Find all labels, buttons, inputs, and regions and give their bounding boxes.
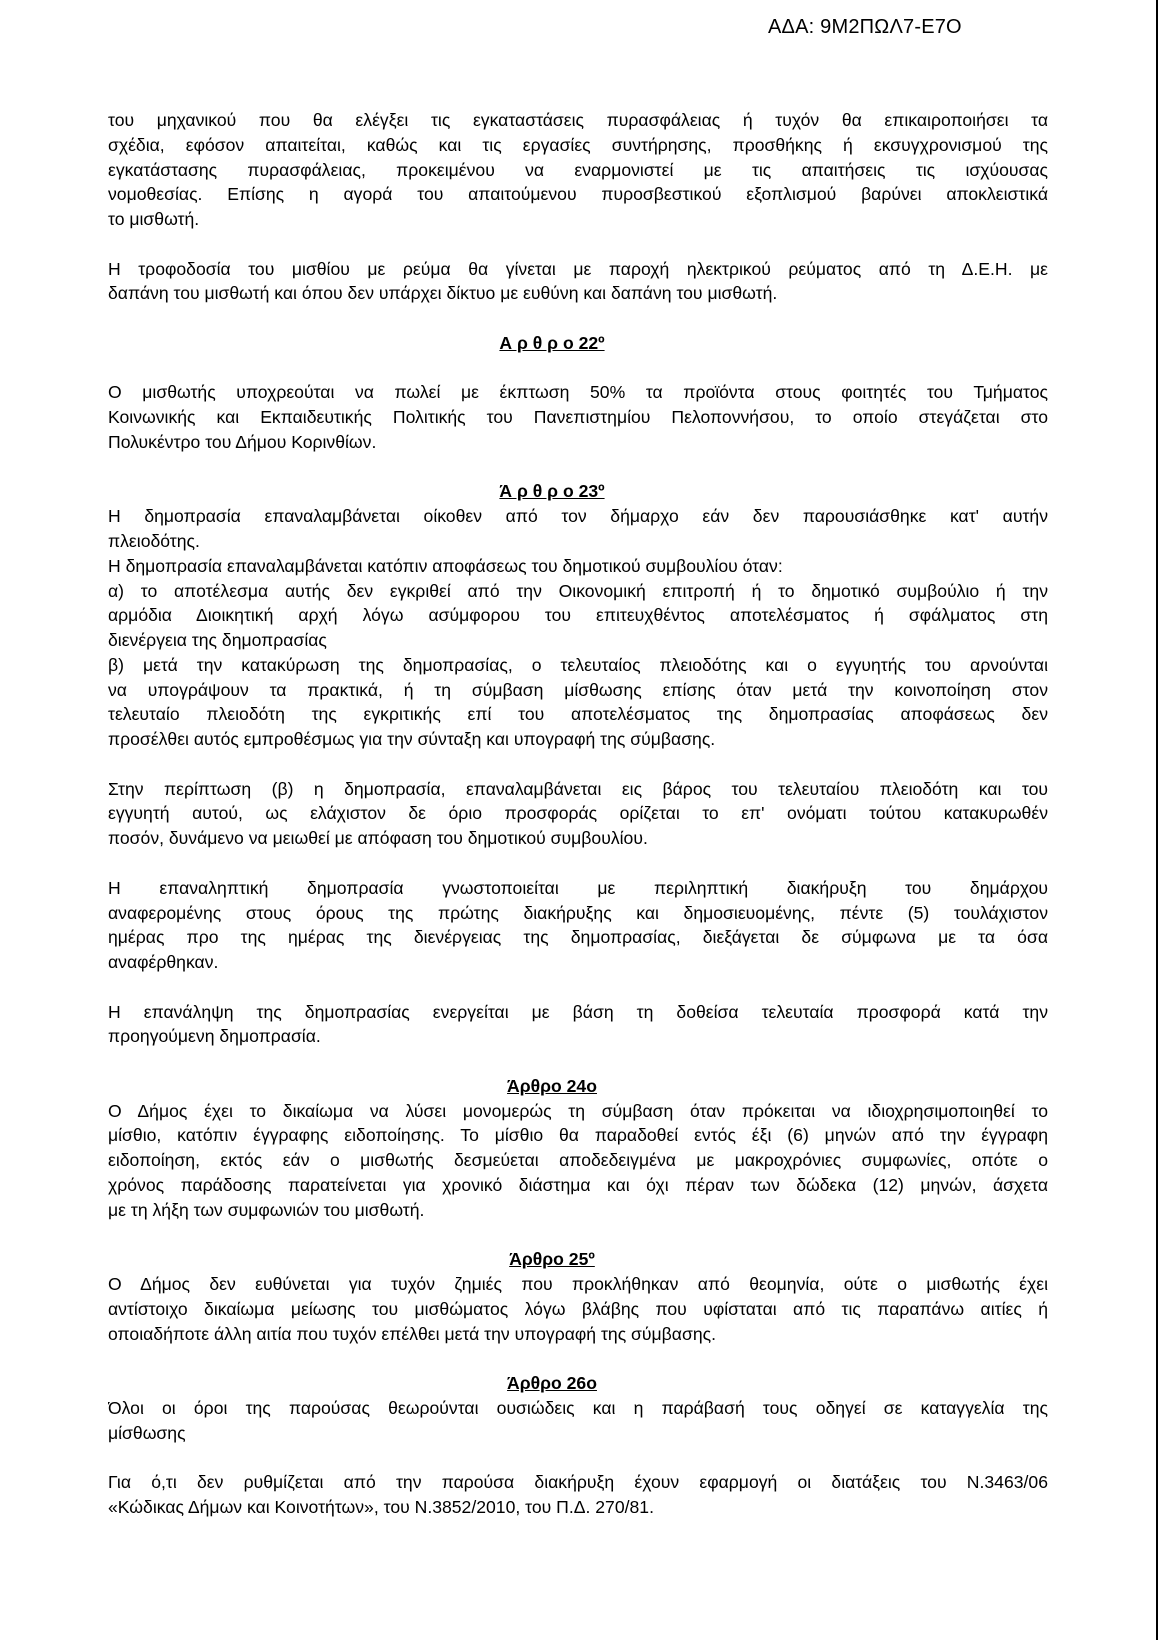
article-heading (108, 1247, 1048, 1272)
article-heading-text: Α ρ θ ρ ο 22º (499, 332, 605, 353)
paragraph (108, 653, 1048, 752)
page-right-border (1156, 0, 1158, 1640)
blank-line (108, 1346, 1048, 1371)
paragraph-line: το μισθωτή. (108, 209, 200, 230)
blank-line (108, 752, 1048, 777)
paragraph-line: μίσθωσης (108, 1422, 186, 1443)
article-heading-text: Άρθρο 25º (509, 1249, 595, 1270)
paragraph-line: χρόνος παράδοσης παρατείνεται για χρονικό διάστημα και όχι πέραν των δώδεκα (12) μηνών, άσχετα (108, 1174, 1048, 1195)
blank-line (108, 975, 1048, 1000)
paragraph-line: «Κώδικας Δήμων και Κοινοτήτων», του Ν.3852/2010, του Π.Δ. 270/81. (108, 1496, 654, 1517)
article-heading (108, 1074, 1048, 1099)
paragraph-line: αναφέρθηκαν. (108, 952, 219, 973)
paragraph-line: πλειοδότης. (108, 531, 200, 552)
paragraph-line: να υπογράψουν τα πρακτικά, ή τη σύμβαση μίσθωσης επίσης όταν μετά την κοινοποίηση στον (108, 679, 1048, 700)
paragraph-line: εγγυητή αυτού, ως ελάχιστον δε όριο προσφοράς ορίζεται το επ' ονόματι τούτου κατακυρωθέν (108, 803, 1048, 824)
paragraph-line: β) μετά την κατακύρωση της δημοπρασίας, ο τελευταίος πλειοδότης και ο εγγυητής του αρνούνται (108, 654, 1048, 675)
paragraph-line: Η δημοπρασία επαναλαμβάνεται οίκοθεν από τον δήμαρχο εάν δεν παρουσιάσθηκε κατ' αυτήν (108, 506, 1048, 527)
paragraph (108, 1396, 1048, 1446)
paragraph-line: αναφερομένης στους όρους της πρώτης διακήρυξης και δημοσιευομένης, πέντε (5) τουλάχιστον (108, 902, 1048, 923)
paragraph-line: τελευταίο πλειοδότη της εγκριτικής επί του αποτελέσματος της δημοπρασίας αποφάσεως δεν (108, 704, 1048, 725)
paragraph-line: Η επαναληπτική δημοπρασία γνωστοποιείται με περιληπτική διακήρυξη του δημάρχου (108, 877, 1048, 898)
paragraph (108, 1000, 1048, 1050)
article-heading-text: Άρθρο 26ο (507, 1373, 597, 1394)
ada-code: ΑΔΑ: 9Μ2ΠΩΛ7-Ε7Ο (768, 16, 962, 38)
paragraph (108, 108, 1048, 232)
blank-line (108, 356, 1048, 381)
paragraph-line: αρμόδια Διοικητική αρχή λόγω ασύμφορου του επιτευχθέντος αποτελέσματος ή σφάλματος στη (108, 605, 1048, 626)
paragraph-line: νομοθεσίας. Επίσης η αγορά του απαιτούμενου πυροσβεστικού εξοπλισμού βαρύνει αποκλειστικά (108, 184, 1048, 205)
paragraph-line: Η δημοπρασία επαναλαμβάνεται κατόπιν αποφάσεως του δημοτικού συμβουλίου όταν: (108, 555, 783, 576)
paragraph (108, 257, 1048, 307)
paragraph-line: δαπάνη του μισθωτή και όπου δεν υπάρχει δίκτυο με ευθύνη και δαπάνη του μισθωτή. (108, 283, 778, 304)
paragraph-line: αντίστοιχο δικαίωμα μείωσης του μισθώματος λόγω βλάβης που υφίσταται από τις παραπάνω αιτίες ή (108, 1298, 1048, 1319)
paragraph-line: Η τροφοδοσία του μισθίου με ρεύμα θα γίνεται με παροχή ηλεκτρικού ρεύματος από τη Δ.Ε.Η. με (108, 258, 1048, 279)
paragraph-line: Πολυκέντρο του Δήμου Κορινθίων. (108, 431, 377, 452)
article-heading (108, 1371, 1048, 1396)
paragraph-line: ποσόν, δυνάμενο να μειωθεί με απόφαση του δημοτικού συμβουλίου. (108, 828, 648, 849)
paragraph-line: Ο Δήμος έχει το δικαίωμα να λύσει μονομερώς τη σύμβαση όταν πρόκειται να ιδιοχρησιμοποιηθεί το (108, 1100, 1048, 1121)
blank-line (108, 1222, 1048, 1247)
paragraph-line: οποιαδήποτε άλλη αιτία που τυχόν επέλθει μετά την υπογραφή της σύμβασης. (108, 1323, 716, 1344)
blank-line (108, 232, 1048, 257)
paragraph (108, 777, 1048, 851)
paragraph-line: ειδοποίηση, εκτός εάν ο μισθωτής δεσμεύεται αποδεδειγμένα με μακροχρόνιες συμφωνίες, οπότε ο (108, 1150, 1048, 1171)
paragraph (108, 504, 1048, 554)
paragraph-line: Για ό,τι δεν ρυθμίζεται από την παρούσα διακήρυξη έχουν εφαρμογή οι διατάξεις του Ν.3463/06 (108, 1472, 1048, 1493)
paragraph-line: Ο μισθωτής υποχρεούται να πωλεί με έκπτωση 50% τα προϊόντα στους φοιτητές του Τμήματος (108, 382, 1048, 403)
paragraph-line: Κοινωνικής και Εκπαιδευτικής Πολιτικής του Πανεπιστημίου Πελοποννήσου, το οποίο στεγάζεται στο (108, 407, 1048, 428)
paragraph-line: σχέδια, εφόσον απαιτείται, καθώς και τις εργασίες συντήρησης, προσθήκης ή εκσυγχρονισμού της (108, 134, 1048, 155)
paragraph-line: Στην περίπτωση (β) η δημοπρασία, επαναλαμβάνεται εις βάρος του τελευταίου πλειοδότη και του (108, 778, 1048, 799)
paragraph (108, 554, 1048, 579)
blank-line (108, 455, 1048, 480)
article-heading (108, 479, 1048, 504)
paragraph-line: διενέργεια της δημοπρασίας (108, 630, 327, 651)
paragraph (108, 1099, 1048, 1223)
paragraph-line: με τη λήξη των συμφωνιών του μισθωτή. (108, 1199, 425, 1220)
paragraph-line: α) το αποτέλεσμα αυτής δεν εγκριθεί από την Οικονομική επιτροπή ή το δημοτικό συμβούλιο ή την (108, 580, 1048, 601)
paragraph-line: Ο Δήμος δεν ευθύνεται για τυχόν ζημιές που προκλήθηκαν από θεομηνία, ούτε ο μισθωτής έχει (108, 1273, 1048, 1294)
paragraph-line: ημέρας προ της ημέρας της διενέργειας της δημοπρασίας, διεξάγεται δε σύμφωνα με τα όσα (108, 927, 1048, 948)
paragraph (108, 1470, 1048, 1520)
paragraph-line: Όλοι οι όροι της παρούσας θεωρούνται ουσιώδεις και η παράβασή τους οδηγεί σε καταγγελία της (108, 1397, 1048, 1418)
blank-line (108, 851, 1048, 876)
document-body (108, 108, 1048, 1520)
paragraph-line: Η επανάληψη της δημοπρασίας ενεργείται με βάση τη δοθείσα τελευταία προσφορά κατά την (108, 1001, 1048, 1022)
paragraph (108, 380, 1048, 454)
paragraph-line: προηγούμενη δημοπρασία. (108, 1026, 321, 1047)
article-heading-text: Άρθρο 24ο (507, 1075, 597, 1096)
blank-line (108, 1049, 1048, 1074)
paragraph-line: μίσθιο, κατόπιν έγγραφης ειδοποίησης. Το μίσθιο θα παραδοθεί εντός έξι (6) μηνών από την έγγραφη (108, 1125, 1048, 1146)
blank-line (108, 1445, 1048, 1470)
paragraph (108, 876, 1048, 975)
paragraph (108, 579, 1048, 653)
paragraph-line: προσέλθει αυτός εμπροθέσμως για την σύνταξη και υπογραφή της σύμβασης. (108, 729, 716, 750)
paragraph (108, 1272, 1048, 1346)
article-heading-text: Ά ρ θ ρ ο 23º (499, 481, 605, 502)
paragraph-line: εγκατάστασης πυρασφάλειας, προκειμένου να εναρμονιστεί με τις απαιτήσεις τις ισχύουσας (108, 159, 1048, 180)
blank-line (108, 306, 1048, 331)
paragraph-line: του μηχανικού που θα ελέγξει τις εγκαταστάσεις πυρασφάλειας ή τυχόν θα επικαιροποιήσει τα (108, 110, 1048, 130)
article-heading (108, 331, 1048, 356)
